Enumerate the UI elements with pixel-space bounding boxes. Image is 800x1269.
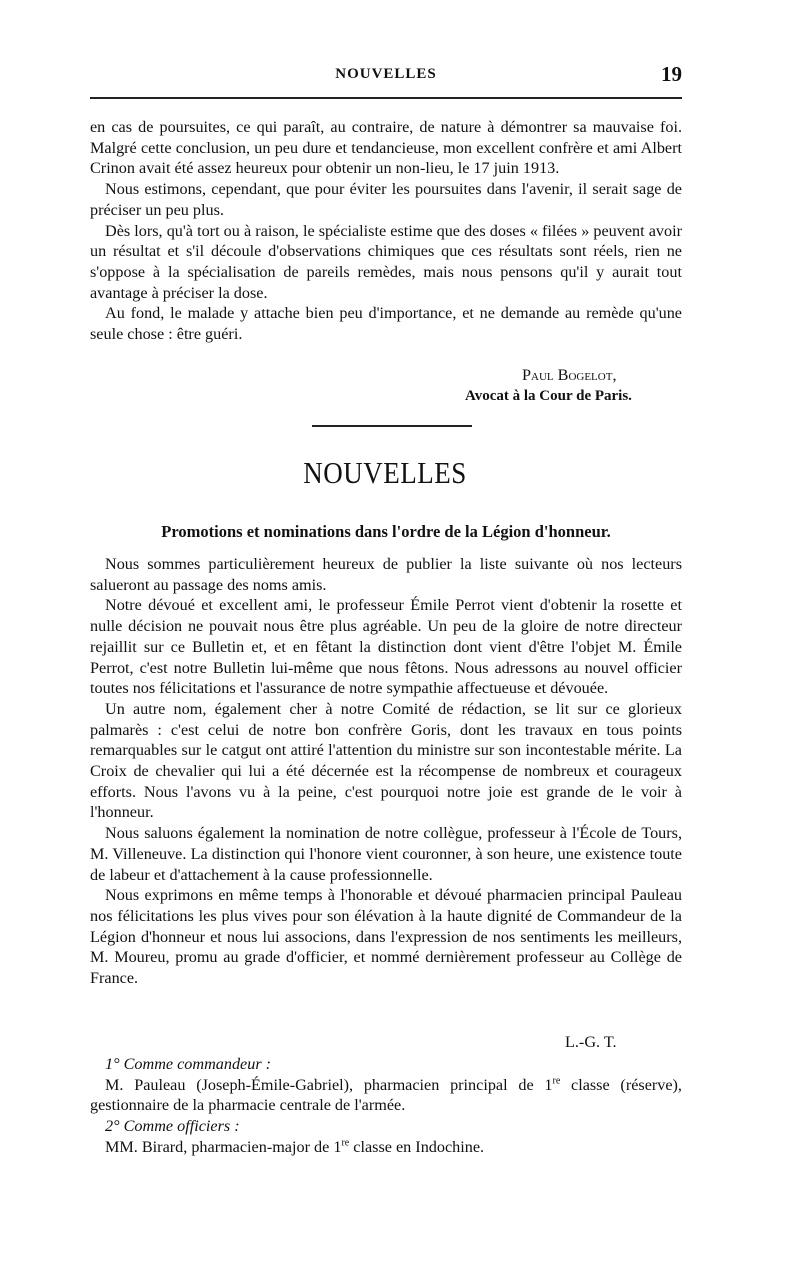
entry-text: M. Pauleau (Joseph-Émile-Gabriel), pharmacien principal de 1 (105, 1075, 553, 1094)
list-item (90, 1075, 682, 1116)
section-subheading: Promotions et nominations dans l'ordre de la Légion d'honneur. (161, 522, 611, 541)
paragraph: Notre dévoué et excellent ami, le professeur Émile Perrot vient d'obtenir la rosette et nulle décision ne pouvait nous être plus agréable. Un peu de la gloire de notre directeur rejaillit sur ce Bulletin et, et en fêtant la distinction dont vient d'être l'objet M. Émile Perrot, c'est notre Bulletin lui-même que nous fêtons. Nous adressons au nouvel officier toutes nos félicitations et l'assurance de notre sympathie affectueuse et dévouée. (90, 596, 682, 698)
continuation-text (90, 117, 682, 345)
page-number: 19 (661, 62, 682, 86)
nominations-list (90, 1054, 682, 1158)
paragraph: en cas de poursuites, ce qui paraît, au contraire, de nature à démontrer sa mauvaise foi. Malgré cette conclusion, un peu dure et tendancieuse, mon excellent confrère et ami Albert Crinon avait été assez heureux pour obtenir un non-lieu, le 17 juin 1913. (90, 118, 682, 178)
author-title: Avocat à la Cour de Paris. (465, 388, 632, 404)
paragraph: Dès lors, qu'à tort ou à raison, le spécialiste estime que des doses « filées » peuvent avoir un résultat et s'il découle d'observations chimiques que ces résultats sont réels, rien ne s'oppose à la spécialisation de pareils remèdes, mais nous pensons qu'il y aurait tout avantage à préciser la dose. (90, 221, 682, 302)
entry-text: MM. Birard, pharmacien-major de 1 (105, 1137, 342, 1156)
running-header (90, 64, 682, 88)
paragraph: Nous exprimons en même temps à l'honorable et dévoué pharmacien principal Pauleau nos félicitations les plus vives pour son élévation à la haute dignité de Commandeur de la Légion d'honneur et nous lui associons, dans l'expression de nos sentiments les meilleurs, M. Moureu, promu au grade d'officier, et nommé dernièrement professeur au Collège de France. (90, 886, 682, 988)
author-signature (522, 365, 617, 386)
list-heading-commander: 1° Comme commandeur : (105, 1055, 272, 1073)
author-name: Paul Bogelot, (522, 366, 617, 384)
section-divider (312, 425, 472, 427)
entry-superscript: re (341, 1137, 350, 1149)
entry-text: classe en Indochine. (349, 1137, 485, 1156)
list-item (90, 1137, 682, 1158)
entry-superscript: re (552, 1075, 561, 1087)
section-signature: L.-G. T. (565, 1033, 617, 1051)
paragraph: Nous saluons également la nomination de notre collègue, professeur à l'École de Tours, M. Villeneuve. La distinction qui l'honore vient couronner, à son heure, une existence toute de labeur et d'attachement à la cause professionnelle. (90, 824, 682, 884)
header-rule (90, 97, 682, 99)
list-heading-officers: 2° Comme officiers : (105, 1117, 240, 1136)
paragraph: Un autre nom, également cher à notre Comité de rédaction, se lit sur ce glorieux palmarès : c'est celui de notre bon confrère Goris, dont les travaux en tous points remarquables sur le catgut ont attiré l'attention du ministre sur son incontestable mérite. La Croix de chevalier qui lui a été décernée est la récompense de nombreux et courageux efforts. Nous l'avons vu à la peine, c'est pourquoi notre joie est grande de le voir à l'honneur. (90, 699, 682, 822)
section-title: NOUVELLES (303, 456, 467, 490)
section-body (90, 554, 682, 989)
paragraph: Nous estimons, cependant, que pour éviter les poursuites dans l'avenir, il serait sage de préciser un peu plus. (90, 180, 682, 219)
entry-text: classe (réserve), gestionnaire de la pharmacie centrale de l'armée. (90, 1075, 682, 1115)
paragraph: Nous sommes particulièrement heureux de publier la liste suivante où nos lecteurs salueront au passage des noms amis. (90, 555, 682, 594)
running-title: NOUVELLES (335, 66, 437, 82)
paragraph: Au fond, le malade y attache bien peu d'importance, et ne demande au remède qu'une seule chose : être guéri. (90, 304, 682, 344)
